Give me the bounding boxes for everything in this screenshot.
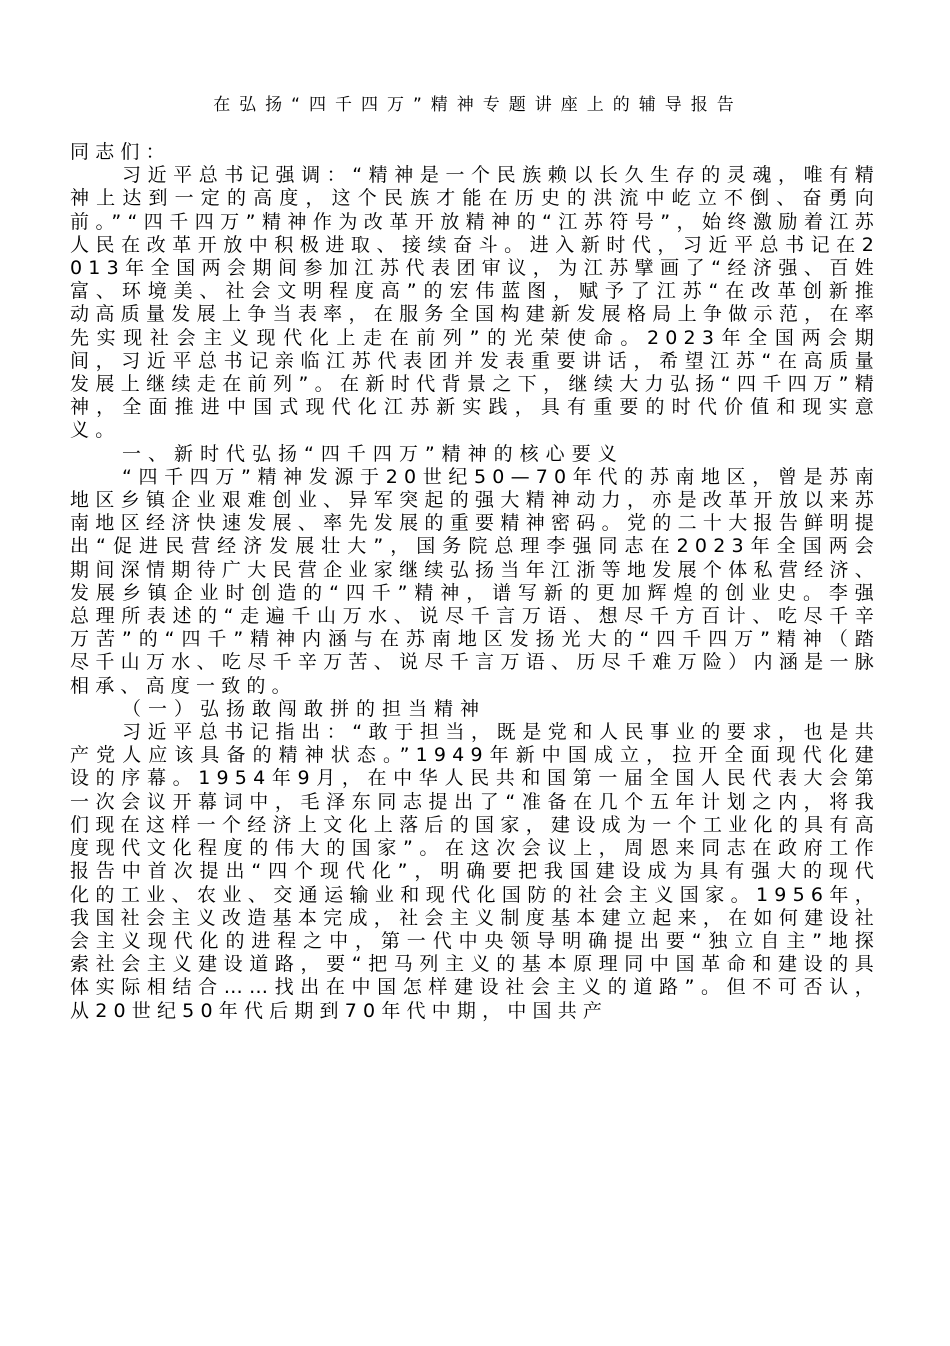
document-page <box>70 93 880 1023</box>
paragraph-origin: “四千四万”精神发源于20世纪50—70年代的苏南地区，曾是苏南地区乡镇企业艰难创业、异军突起的强大精神动力，亦是改革开放以来苏南地区经济快速发展、率先发展的重要精神密码。党的二十大报告鲜明提出“促进民营经济发展壮大”，国务院总理李强同志在2023年全国两会期间深情期待广大民营企业家继续弘扬当年江浙等地发展个体私营经济、发展乡镇企业时创造的“四千”精神，谱写新的更加辉煌的创业史。李强总理所表述的“走遍千山万水、说尽千言万语、想尽千方百计、吃尽千辛万苦”的“四千”精神内涵与在苏南地区发扬光大的“四千四万”精神（踏尽千山万水、吃尽千辛万苦、说尽千言万语、历尽千难万险）内涵是一脉相承、高度一致的。 <box>70 465 880 697</box>
paragraph-responsibility: 习近平总书记指出：“敢于担当，既是党和人民事业的要求，也是共产党人应该具备的精神状态。”1949年新中国成立，拉开全面现代化建设的序幕。1954年9月，在中华人民共和国第一届全国人民代表大会第一次会议开幕词中，毛泽东同志提出了“准备在几个五年计划之内，将我们现在这样一个经济上文化上落后的国家，建设成为一个工业化的具有高度现代文化程度的伟大的国家”。在这次会议上，周恩来同志在政府工作报告中首次提出“四个现代化”，明确要把我国建设成为具有强大的现代化的工业、农业、交通运输业和现代化国防的社会主义国家。1956年，我国社会主义改造基本完成，社会主义制度基本建立起来，在如何建设社会主义现代化的进程之中，第一代中央领导明确提出要“独立自主”地探索社会主义建设道路，要“把马列主义的基本原理同中国革命和建设的具体实际相结合……找出在中国怎样建设社会主义的道路”。但不可否认，从20世纪50年代后期到70年代中期，中国共产 <box>70 721 880 1022</box>
section-heading-1: 一、新时代弘扬“四千四万”精神的核心要义 <box>122 442 624 465</box>
salutation: 同志们： <box>70 141 171 163</box>
paragraph-intro: 习近平总书记强调：“精神是一个民族赖以长久生存的灵魂，唯有精神上达到一定的高度，这个民族才能在历史的洪流中屹立不倒、奋勇向前。”“四千四万”精神作为改革开放精神的“江苏符号”，始终激励着江苏人民在改革开放中积极进取、接续奋斗。进入新时代，习近平总书记在2013年全国两会期间参加江苏代表团审议，为江苏擘画了“经济强、百姓富、环境美、社会文明程度高”的宏伟蓝图，赋予了江苏“在改革创新推动高质量发展上争当表率，在服务全国构建新发展格局上争做示范，在率先实现社会主义现代化上走在前列”的光荣使命。2023年全国两会期间，习近平总书记亲临江苏代表团并发表重要讲话，希望江苏“在高质量发展上继续走在前列”。在新时代背景之下，继续大力弘扬“四千四万”精神，全面推进中国式现代化江苏新实践，具有重要的时代价值和现实意义。 <box>70 164 880 442</box>
subsection-heading-1: （一）弘扬敢闯敢拼的担当精神 <box>122 697 487 720</box>
document-title: 在弘扬“四千四万”精神专题讲座上的辅导报告 <box>213 95 743 115</box>
